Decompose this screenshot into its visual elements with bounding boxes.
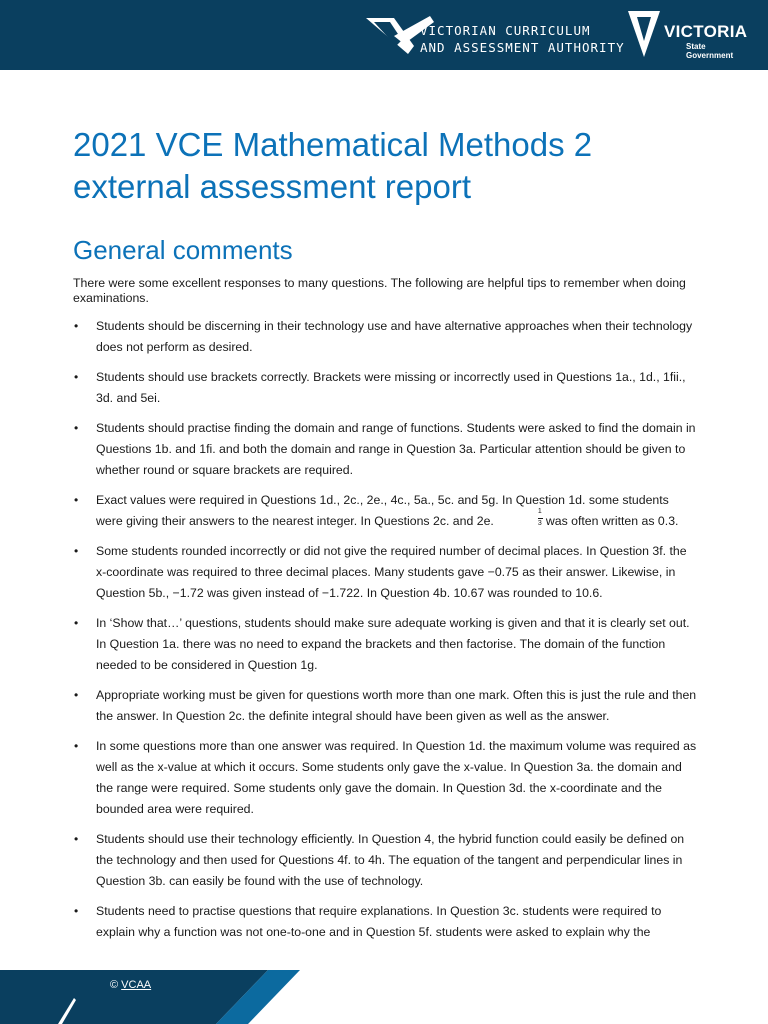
bullet-icon: • xyxy=(74,319,79,333)
bullet-icon: • xyxy=(74,832,79,846)
list-item-text: Appropriate working must be given for questions worth more than one mark. Often this is just the rule and then the answer. In Question 2c. the definite integral should have been given as well as the answer. xyxy=(96,688,697,723)
fraction-bar xyxy=(538,518,543,519)
bullet-icon: • xyxy=(74,688,79,702)
intro-paragraph: There were some excellent responses to many questions. The following are helpful tips to remember when doing examinations. xyxy=(73,276,686,305)
vcaa-name-line2: AND ASSESSMENT AUTHORITY xyxy=(420,40,625,55)
bullet-icon: • xyxy=(74,739,79,753)
section-heading: General comments xyxy=(73,235,293,265)
government-label: Government xyxy=(686,51,734,60)
list-item-text: Students should be discerning in their technology use and have alternative approaches when their technology does not perform as desired. xyxy=(96,319,693,354)
list-item xyxy=(73,316,698,358)
page-title xyxy=(73,124,713,208)
state-label: State xyxy=(686,42,706,51)
list-item-text-after: was often written as 0.3. xyxy=(545,514,679,528)
bullet-icon: • xyxy=(74,370,79,384)
bullet-icon: • xyxy=(74,616,79,630)
list-item xyxy=(73,736,698,820)
list-item xyxy=(73,829,698,892)
bullet-icon: • xyxy=(74,904,79,918)
list-item xyxy=(73,541,698,604)
title-line-2: external assessment report xyxy=(73,168,472,205)
list-item-text: In ‘Show that…’ questions, students should make sure adequate working is given and that it is clearly set out. In Question 1a. there was no need to expand the brackets and then factorise. The domain of the function needed to be considered in Question 1g. xyxy=(96,616,690,672)
list-item xyxy=(73,490,698,532)
page-header xyxy=(0,0,768,70)
list-item-text: Some students rounded incorrectly or did not give the required number of decimal places. In Question 3f. the x-coordinate was required to three decimal places. Many students gave −0.75 as their answer. Likewise, in Question 5b., −1.72 was given instead of −1.722. In Question 4b. 10.67 was rounded to 10.6. xyxy=(96,544,687,600)
vcaa-name xyxy=(420,22,625,56)
list-item-text: Students should use their technology efficiently. In Question 4, the hybrid function could easily be defined on the technology and then used for Questions 4f. to 4h. The equation of the tangent and perpendicular lines in Question 3b. can easily be found with the use of technology. xyxy=(96,832,685,888)
list-item xyxy=(73,613,698,676)
list-item-text: Students should use brackets correctly. Brackets were missing or incorrectly used in Questions 1a., 1d., 1fii., 3d. and 5ei. xyxy=(96,370,686,405)
title-line-1: 2021 VCE Mathematical Methods 2 xyxy=(73,126,593,163)
vcaa-name-line1: VICTORIAN CURRICULUM xyxy=(420,23,591,38)
vcaa-link[interactable]: VCAA xyxy=(121,979,152,991)
victoria-government-logo-icon xyxy=(628,11,660,59)
list-item xyxy=(73,418,698,481)
bullet-icon: • xyxy=(74,421,79,435)
tips-list xyxy=(73,316,698,952)
state-government-label xyxy=(686,42,733,60)
list-item xyxy=(73,901,698,943)
copyright-notice xyxy=(110,979,151,991)
victoria-wordmark: VICTORIA xyxy=(664,22,748,41)
list-item xyxy=(73,367,698,409)
list-item-text: Students need to practise questions that require explanations. In Question 3c. students were required to explain why a function was not one-to-one and in Question 5f. students were asked to explain why the xyxy=(96,904,662,939)
bullet-icon: • xyxy=(74,544,79,558)
bullet-icon: • xyxy=(74,493,79,507)
fraction-one-third xyxy=(537,508,546,528)
list-item xyxy=(73,685,698,727)
fraction-numerator: 1 xyxy=(537,508,542,515)
list-item-text: Exact values were required in Questions 1d., 2c., 2e., 4c., 5a., 5c. and 5g. In Question 1d. some students were giving their answers to the nearest integer. In Questions 2c. and 2e. xyxy=(96,493,669,528)
list-item-text: Students should practise finding the domain and range of functions. Students were asked to find the domain in Questions 1b. and 1fi. and both the domain and range in Question 3a. Particular attention should be given to whether round or square brackets are required. xyxy=(96,421,696,477)
fraction-denominator: 3 xyxy=(537,520,542,527)
copyright-symbol: © xyxy=(110,979,119,991)
list-item-text: In some questions more than one answer was required. In Question 1d. the maximum volume was required as well as the x-value at which it occurs. Some students only gave the x-value. In Question 3a. the domain and the range were required. Some students only gave the domain. In Question 3d. the x-coordinate and the bounded area were required. xyxy=(96,739,697,816)
